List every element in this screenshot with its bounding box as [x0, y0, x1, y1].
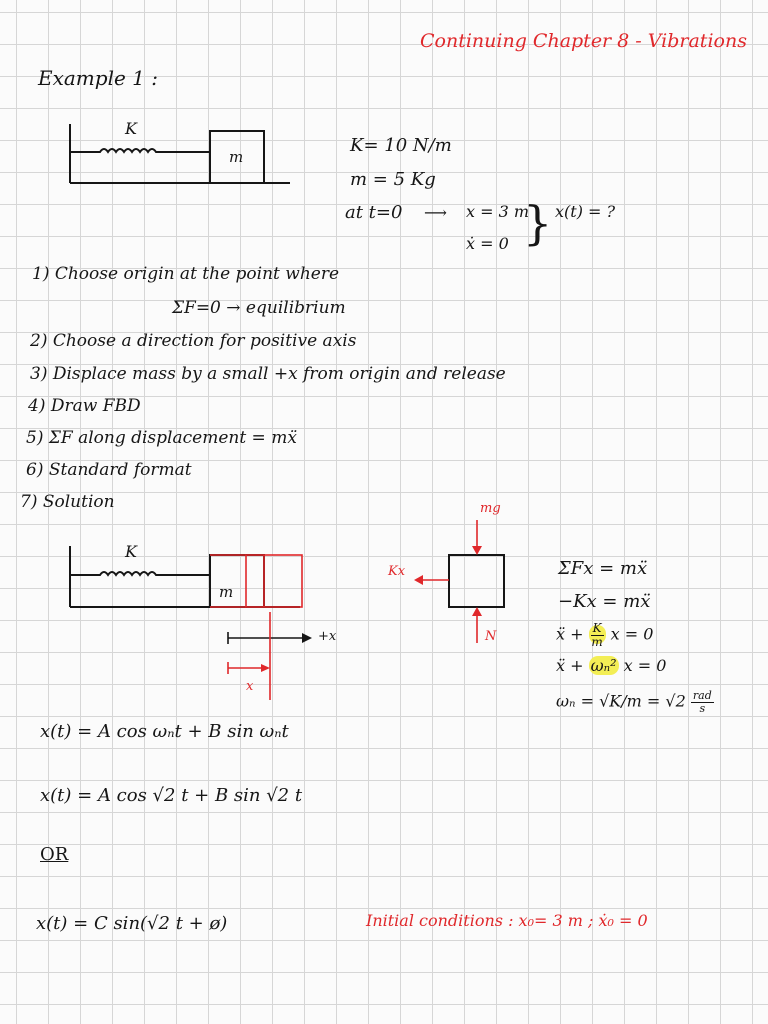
step-7: 7) Solution: [20, 492, 115, 512]
figure2-axis: [228, 612, 312, 700]
fbd-weight-label: mg: [480, 501, 501, 516]
step-1-detail: ΣF=0 → equilibrium: [172, 298, 346, 318]
equation-3-right: x = 0: [610, 624, 654, 644]
or-label: OR: [40, 844, 69, 865]
given-m: m = 5 Kg: [350, 169, 436, 190]
step-2: 2) Choose a direction for positive axis: [30, 331, 357, 351]
given-xdot0: ẋ = 0: [466, 234, 509, 253]
given-at-t0: at t=0: [345, 202, 403, 223]
given-question: x(t) = ?: [555, 202, 616, 221]
equation-5-unit-denominator: s: [699, 701, 706, 715]
equation-4-right: x = 0: [623, 656, 667, 675]
given-arrow-icon: ⟶: [424, 203, 447, 222]
step-3: 3) Displace mass by a small +x from origin and release: [30, 364, 506, 384]
fbd: [449, 555, 504, 607]
equation-3-denominator: m: [591, 634, 603, 649]
figure1-spring-mass: [70, 124, 290, 183]
equation-4-left: ẍ +: [556, 656, 584, 675]
fbd-box: [449, 555, 504, 607]
equation-4: [556, 658, 666, 674]
given-k: K= 10 N/m: [350, 135, 452, 156]
figure2-displaced-box: [246, 555, 302, 607]
step-1: 1) Choose origin at the point where: [32, 264, 340, 284]
step-4: 4) Draw FBD: [28, 396, 141, 416]
figure2-displacement: [228, 662, 270, 674]
figure2-spring-label: K: [125, 542, 137, 561]
fbd-spring-force-label: Kx: [388, 564, 406, 579]
equation-1: ΣFx = mẍ: [558, 558, 648, 579]
figure1-mass-label: m: [229, 148, 244, 166]
equation-3-left: ẍ +: [556, 624, 584, 644]
fbd-normal-label: N: [485, 629, 497, 644]
example-label: Example 1 :: [38, 66, 158, 90]
figure2-mass-label: m: [219, 583, 234, 601]
figure2-displacement-label: x: [246, 679, 254, 694]
figure1-spring-label: K: [125, 119, 137, 138]
equation-4-omega: ωₙ²: [590, 656, 617, 675]
equation-5-left: ωₙ = √K/m = √2: [556, 691, 686, 711]
initial-conditions: Initial conditions : x₀= 3 m ; ẋ₀ = 0: [366, 911, 648, 930]
brace-icon: }: [523, 196, 553, 250]
figure1-spring: [70, 149, 210, 152]
given-x0: x = 3 m: [466, 202, 530, 221]
solution-line-1: x(t) = A cos ωₙt + B sin ωₙt: [40, 721, 289, 742]
equation-3-numerator: K: [592, 621, 602, 635]
solution-line-3: x(t) = C sin(√2 t + ø): [36, 913, 228, 934]
solution-line-2: x(t) = A cos √2 t + B sin √2 t: [40, 785, 303, 806]
step-6: 6) Standard format: [26, 460, 192, 480]
equation-5: [556, 690, 714, 714]
figure2-spring: [70, 572, 210, 575]
figure2-axis-label: +x: [318, 629, 337, 644]
equation-5-unit-numerator: rad: [692, 689, 712, 702]
equation-2: −Kx = mẍ: [558, 591, 651, 612]
equation-3: [556, 622, 653, 648]
page-title: Continuing Chapter 8 - Vibrations: [420, 30, 747, 52]
step-5: 5) ΣF along displacement = mẍ: [26, 428, 297, 448]
